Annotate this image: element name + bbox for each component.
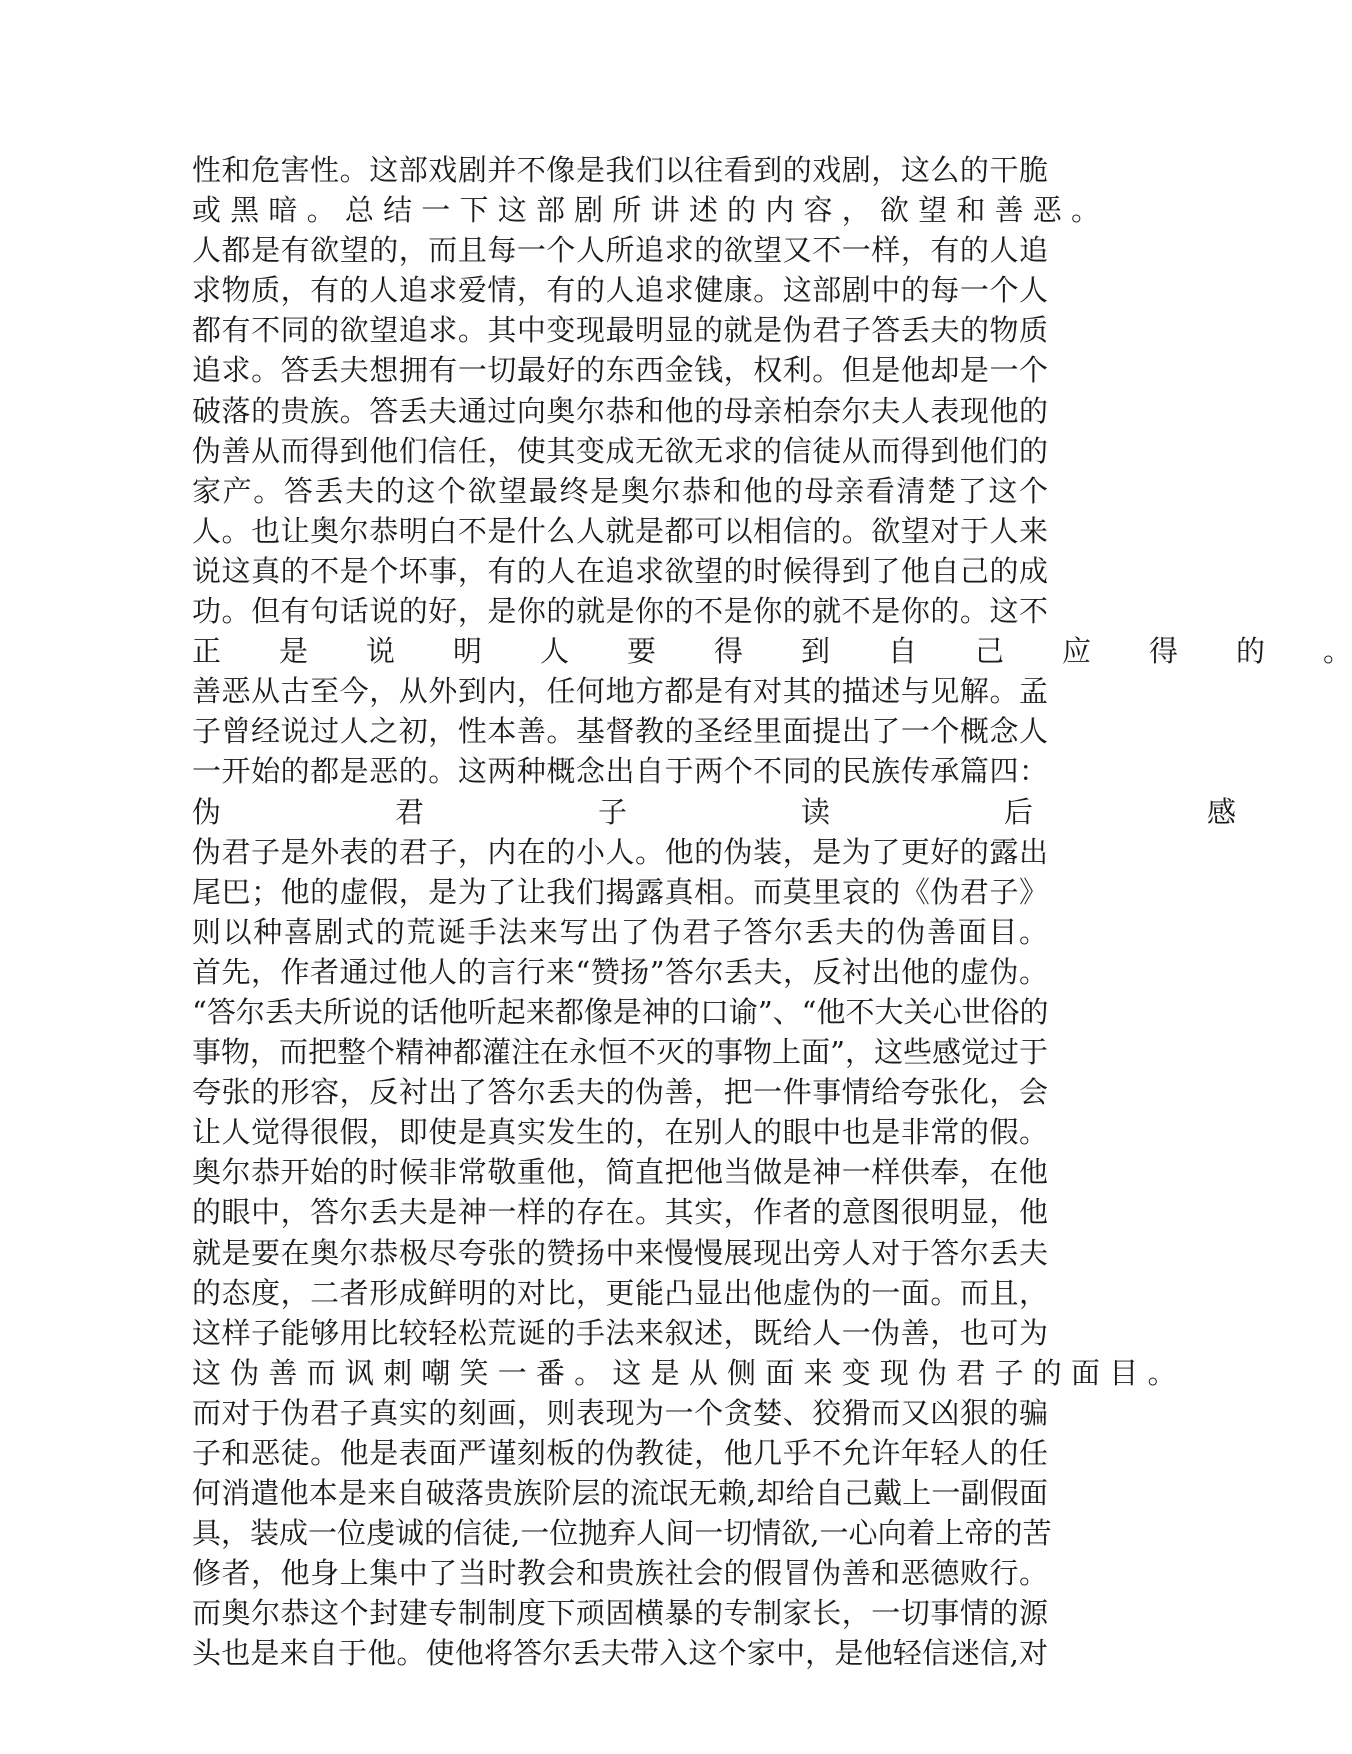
text-line: 人。也让奥尔恭明白不是什么人就是都可以相信的。欲望对于人来: [192, 513, 1048, 548]
text-line: 让人觉得很假，即使是真实发生的，在别人的眼中也是非常的假。: [192, 1115, 1048, 1150]
text-line: 性和危害性。这部戏剧并不像是我们以往看到的戏剧，这么的干脆: [192, 153, 1048, 187]
text-line: 正 是 说 明 人 要 得 到 自 己 应 得 的 。: [192, 634, 1352, 669]
text-line: 具，装成一位虔诚的信徒,一位抛弃人间一切情欲,一心向着上帝的苦: [192, 1516, 1052, 1551]
text-line: 就是要在奥尔恭极尽夸张的赞扬中来慢慢展现出旁人对于答尔丢夫: [192, 1235, 1048, 1270]
body-text: [192, 150, 1352, 1674]
section-title: 伪 君 子 读 后 感: [192, 794, 1237, 829]
text-line: 奥尔恭开始的时候非常敬重他，简直把他当做是神一样供奉，在他: [192, 1155, 1048, 1190]
text-line: 都有不同的欲望追求。其中变现最明显的就是伪君子答丢夫的物质: [192, 313, 1048, 348]
text-line: 事物，而把整个精神都灌注在永恒不灭的事物上面”，这些感觉过于: [192, 1035, 1048, 1070]
text-line: 善恶从古至今，从外到内，任何地方都是有对其的描述与见解。孟: [192, 674, 1048, 709]
text-line: 的态度，二者形成鲜明的对比，更能凸显出他虚伪的一面。而且，: [192, 1275, 1048, 1310]
text-line: 人都是有欲望的，而且每一个人所追求的欲望又不一样，有的人追: [192, 233, 1048, 268]
text-line: 或 黑 暗 。 总 结 一 下 这 部 剧 所 讲 述 的 内 容 ， 欲 望 和 善 恶 。: [192, 193, 1101, 228]
text-line: 而对于伪君子真实的刻画，则表现为一个贪婪、狡猾而又凶狠的骗: [192, 1395, 1048, 1430]
text-line: 说这真的不是个坏事，有的人在追求欲望的时候得到了他自己的成: [192, 553, 1048, 588]
text-line: 修者，他身上集中了当时教会和贵族社会的假冒伪善和恶德败行。: [192, 1556, 1048, 1591]
text-line: 首先，作者通过他人的言行来“赞扬”答尔丢夫，反衬出他的虚伪。: [192, 954, 1048, 989]
text-line: 的眼中，答尔丢夫是神一样的存在。其实，作者的意图很明显，他: [192, 1195, 1048, 1230]
text-line: 追求。答丢夫想拥有一切最好的东西金钱，权利。但是他却是一个: [192, 353, 1048, 388]
text-line: 伪君子是外表的君子，内在的小人。他的伪装，是为了更好的露出: [192, 834, 1048, 869]
text-line: 家产。答丢夫的这个欲望最终是奥尔恭和他的母亲看清楚了这个: [192, 473, 1048, 508]
text-line: 这样子能够用比较轻松荒诞的手法来叙述，既给人一伪善，也可为: [192, 1315, 1048, 1350]
text-line: 求物质，有的人追求爱情，有的人追求健康。这部剧中的每一个人: [192, 273, 1048, 308]
text-line: 伪善从而得到他们信任，使其变成无欲无求的信徒从而得到他们的: [192, 433, 1048, 468]
text-line: 则以种喜剧式的荒诞手法来写出了伪君子答尔丢夫的伪善面目。: [192, 914, 1048, 949]
text-line: 一开始的都是恶的。这两种概念出自于两个不同的民族传承篇四：: [192, 754, 1048, 789]
text-line: 这 伪 善 而 讽 刺 嘲 笑 一 番 。 这 是 从 侧 面 来 变 现 伪 君 子 的 面 目 。: [192, 1355, 1177, 1390]
text-line: 何消遣他本是来自破落贵族阶层的流氓无赖,却给自己戴上一副假面: [192, 1476, 1048, 1511]
text-line: 破落的贵族。答丢夫通过向奥尔恭和他的母亲柏奈尔夫人表现他的: [192, 393, 1048, 428]
text-line: 功。但有句话说的好，是你的就是你的不是你的就不是你的。这不: [192, 594, 1048, 629]
text-line: 子曾经说过人之初，性本善。基督教的圣经里面提出了一个概念人: [192, 714, 1048, 749]
text-line: 尾巴；他的虚假，是为了让我们揭露真相。而莫里哀的《伪君子》: [192, 874, 1048, 909]
text-line: 而奥尔恭这个封建专制制度下顽固横暴的专制家长，一切事情的源: [192, 1596, 1048, 1631]
text-line: “答尔丢夫所说的话他听起来都像是神的口谕”、“他不大关心世俗的: [192, 994, 1049, 1029]
text-line: 夸张的形容，反衬出了答尔丢夫的伪善，把一件事情给夸张化，会: [192, 1075, 1048, 1110]
text-line: 头也是来自于他。使他将答尔丢夫带入这个家中，是他轻信迷信,对: [192, 1636, 1048, 1671]
text-line: 子和恶徒。他是表面严谨刻板的伪教徒，他几乎不允许年轻人的任: [192, 1436, 1048, 1470]
